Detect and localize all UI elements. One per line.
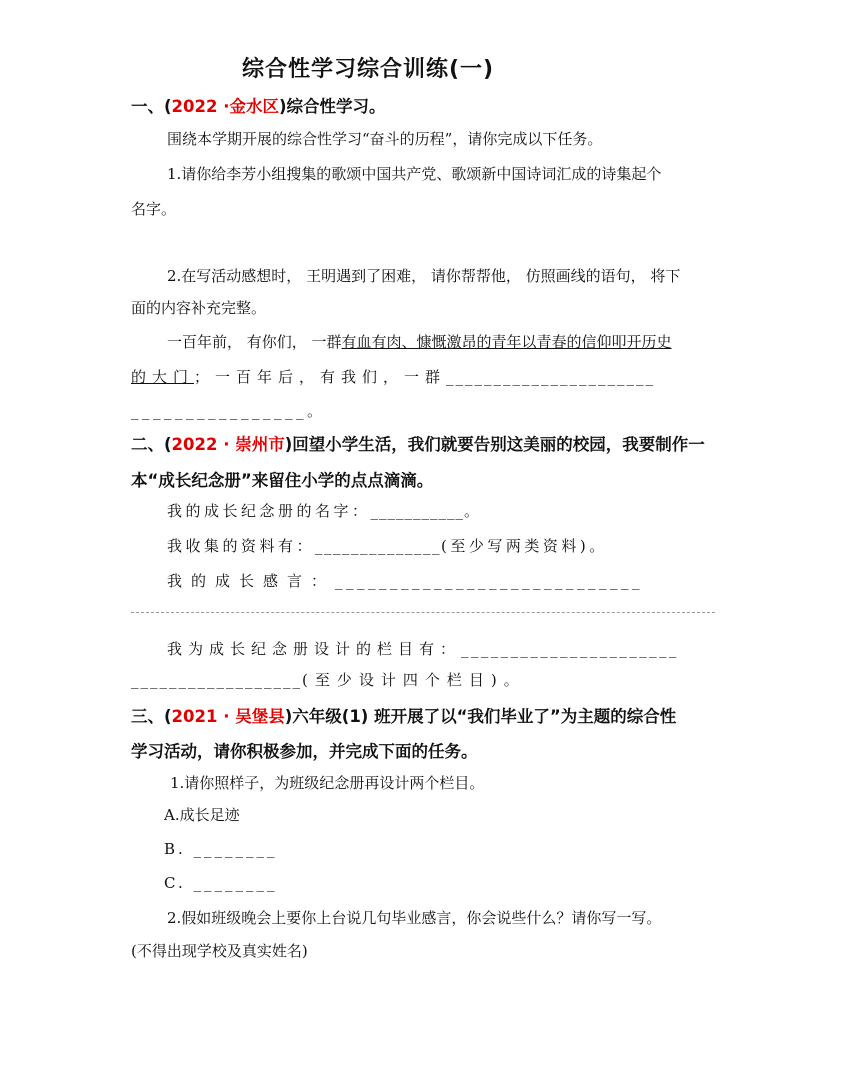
s1-question-2-line-1: 2.在写活动感想时， 王明遇到了困难， 请你帮帮他， 仿照画线的语句， 将下 xyxy=(167,267,681,285)
s1-question-1-line-2: 名字。 xyxy=(131,200,177,218)
section-3-source: 2021 · 吴堡县 xyxy=(171,707,285,726)
section-1-prefix: 一、( xyxy=(131,97,172,116)
section-1-source: 2022 ·金水区 xyxy=(171,97,279,116)
s2-name-label: 我的成长纪念册的名字： xyxy=(167,502,371,520)
s1-example-continue: ；一百年后，有我们，一群 xyxy=(194,368,447,386)
s1-example-underlined: 有血有肉、慷慨激昂的青年以青春的信仰叩开历史 xyxy=(341,333,672,351)
s1-question-2-line-2: 面的内容补充完整。 xyxy=(131,299,267,317)
s2-data-note: (至少写两类资料)。 xyxy=(441,537,608,555)
s3-question-1: 1.请你照样子，为班级纪念册再设计两个栏目。 xyxy=(170,774,485,792)
section-2-source: 2022 · 崇州市 xyxy=(171,435,285,454)
s1-example-underlined-end: 的大门 xyxy=(131,368,195,386)
s2-feel-row xyxy=(167,570,643,591)
s3-option-a: A.成长足迹 xyxy=(164,806,240,824)
s2-column-row xyxy=(167,638,679,659)
s1-example-line-1 xyxy=(167,331,672,352)
s3-question-2-line-1: 2.假如班级晚会上要你上台说几句毕业感言，你会说些什么？请你写一写。 xyxy=(167,909,662,927)
section-2-prefix: 二、( xyxy=(131,435,172,454)
section-3-heading xyxy=(131,703,676,727)
s3-question-2-line-2: (不得出现学校及真实姓名) xyxy=(131,942,308,960)
section-2-suffix: )回望小学生活，我们就要告别这美丽的校园，我要制作一 xyxy=(284,435,705,454)
s2-name-row xyxy=(167,500,480,521)
s1-answer-blank[interactable]: ______________________ xyxy=(446,368,656,386)
s2-feel-blank-line-2[interactable] xyxy=(131,612,715,615)
s3-option-b-blank[interactable]: B. ________ xyxy=(164,840,278,858)
s2-column-note: (至少设计四个栏目)。 xyxy=(302,671,526,689)
page-title: 综合性学习综合训练(一) xyxy=(242,57,495,82)
s2-data-row xyxy=(167,535,608,556)
s2-column-label: 我为成长纪念册设计的栏目有： xyxy=(167,640,462,658)
section-1-heading xyxy=(131,93,386,117)
s1-example-line-2 xyxy=(131,366,655,387)
s2-feel-blank[interactable]: ____________________________ xyxy=(335,572,644,590)
section-2-heading-line-2: 本“成长纪念册”来留住小学的点点滴滴。 xyxy=(131,471,434,490)
section-3-prefix: 三、( xyxy=(131,707,172,726)
section-3-suffix: )六年级(1) 班开展了以“我们毕业了”为主题的综合性 xyxy=(284,707,677,726)
s2-feel-label: 我的成长感言： xyxy=(167,572,336,590)
s1-example-lead: 一百年前， 有你们， 一群 xyxy=(167,333,342,351)
s1-answer-blank-2[interactable]: ________________。 xyxy=(131,402,326,420)
section-1-intro: 围绕本学期开展的综合性学习“奋斗的历程”，请你完成以下任务。 xyxy=(167,130,603,148)
section-2-heading xyxy=(131,431,705,455)
section-3-heading-line-2: 学习活动，请你积极参加，并完成下面的任务。 xyxy=(131,742,478,761)
s2-data-label: 我收集的资料有： xyxy=(167,537,316,555)
s3-option-c-blank[interactable]: C. ________ xyxy=(164,874,278,892)
s2-name-blank[interactable]: ___________。 xyxy=(370,502,481,520)
s2-column-row-2 xyxy=(131,669,526,690)
s1-question-1-line-1: 1.请你给李芳小组搜集的歌颂中国共产党、歌颂新中国诗词汇成的诗集起个 xyxy=(167,165,662,183)
s2-column-blank-2[interactable]: __________________ xyxy=(131,671,302,689)
section-1-suffix: )综合性学习。 xyxy=(278,97,386,116)
s2-data-blank[interactable]: ______________ xyxy=(315,537,442,555)
s2-column-blank[interactable]: ______________________ xyxy=(461,640,679,658)
